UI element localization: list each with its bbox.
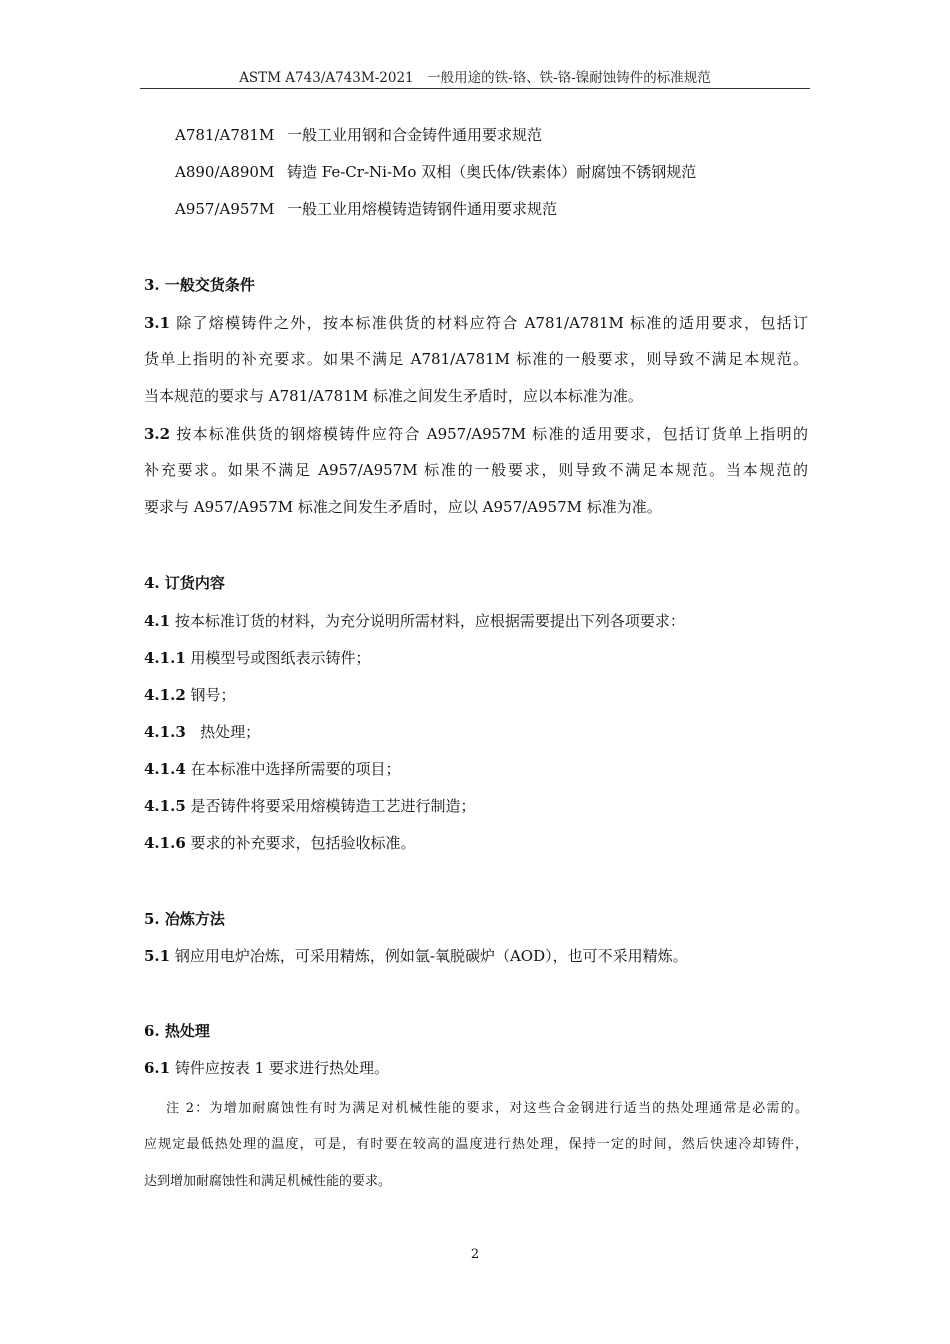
clause-number: 4.1.1 [144,649,186,667]
clause-text: 除了熔模铸件之外，按本标准供货的材料应符合 A781/A781M 标准的适用要求，包括订 [176,314,808,332]
reference-title: 一般工业用熔模铸造铸钢件通用要求规范 [287,200,558,218]
clause-text: 在本标准中选择所需要的项目； [190,760,401,778]
section-heading: 5. 冶炼方法 [144,910,225,928]
paragraph-line [144,1057,808,1078]
page-number: 2 [470,1247,480,1262]
paragraph-line: 当本规范的要求与 A781/A781M 标准之间发生矛盾时，应以本标准为准。 [144,387,643,405]
reference-item [175,124,542,145]
clause-number: 5.1 [144,947,171,965]
clause-number: 3.2 [144,425,171,443]
clause-number: 6.1 [144,1059,171,1077]
clause-text: 钢应用电炉冶炼，可采用精炼，例如氩-氧脱碳炉（AOD），也可不采用精炼。 [174,947,688,965]
list-item [144,684,808,705]
list-item [144,832,808,853]
paragraph-line: 货单上指明的补充要求。如果不满足 A781/A781M 标准的一般要求，则导致不满足本规范。 [144,350,808,368]
note-line: 应规定最低热处理的温度，可是，有时要在较高的温度进行热处理，保持一定的时间，然后快速冷却铸件， [144,1137,808,1152]
note-line: 注 2：为增加耐腐蚀性有时为满足对机械性能的要求，对这些合金钢进行适当的热处理通常是必需的。 [166,1101,808,1116]
clause-number: 4.1.6 [144,834,186,852]
clause-text: 热处理； [200,723,261,741]
clause-text: 是否铸件将要采用熔模铸造工艺进行制造； [190,797,476,815]
list-item [144,758,808,779]
reference-code: A957/A957M [175,200,275,218]
paragraph-line: 补充要求。如果不满足 A957/A957M 标准的一般要求，则导致不满足本规范。当本规范的 [144,461,808,479]
paragraph-line [144,610,808,631]
clause-text: 按本标准订货的材料，为充分说明所需材料，应根据需要提出下列各项要求： [174,612,685,630]
list-item [144,647,808,668]
section-heading: 6. 热处理 [144,1022,210,1040]
header-divider [140,88,810,89]
clause-number: 3.1 [144,314,171,332]
reference-item [175,161,696,182]
list-item [144,721,808,742]
paragraph-line [144,945,808,966]
clause-number: 4.1.2 [144,686,186,704]
paragraph-line [144,423,808,444]
reference-code: A781/A781M [175,126,275,144]
reference-item [175,198,557,219]
note-line: 达到增加耐腐蚀性和满足机械性能的要求。 [144,1174,392,1189]
clause-text: 钢号； [190,686,236,704]
clause-text: 铸件应按表 1 要求进行热处理。 [174,1059,389,1077]
clause-number: 4.1 [144,612,171,630]
section-heading: 3. 一般交货条件 [144,276,255,294]
clause-text: 按本标准供货的钢熔模铸件应符合 A957/A957M 标准的适用要求，包括订货单上指明的 [176,425,808,443]
paragraph-line [144,312,808,333]
paragraph-line: 要求与 A957/A957M 标准之间发生矛盾时，应以 A957/A957M 标准为准。 [144,498,662,516]
clause-number: 4.1.5 [144,797,186,815]
clause-text: 用模型号或图纸表示铸件； [190,649,371,667]
clause-number: 4.1.3 [144,723,186,741]
reference-title: 一般工业用钢和合金铸件通用要求规范 [287,126,543,144]
section-heading: 4. 订货内容 [144,574,225,592]
running-header: ASTM A743/A743M-2021 一般用途的铁-铬、铁-铬-镍耐蚀铸件的标准规范 [239,70,711,86]
clause-number: 4.1.4 [144,760,186,778]
list-item [144,795,808,816]
reference-code: A890/A890M [175,163,275,181]
reference-title: 铸造 Fe-Cr-Ni-Mo 双相（奥氏体/铁素体）耐腐蚀不锈钢规范 [287,163,697,181]
clause-text: 要求的补充要求，包括验收标准。 [190,834,416,852]
